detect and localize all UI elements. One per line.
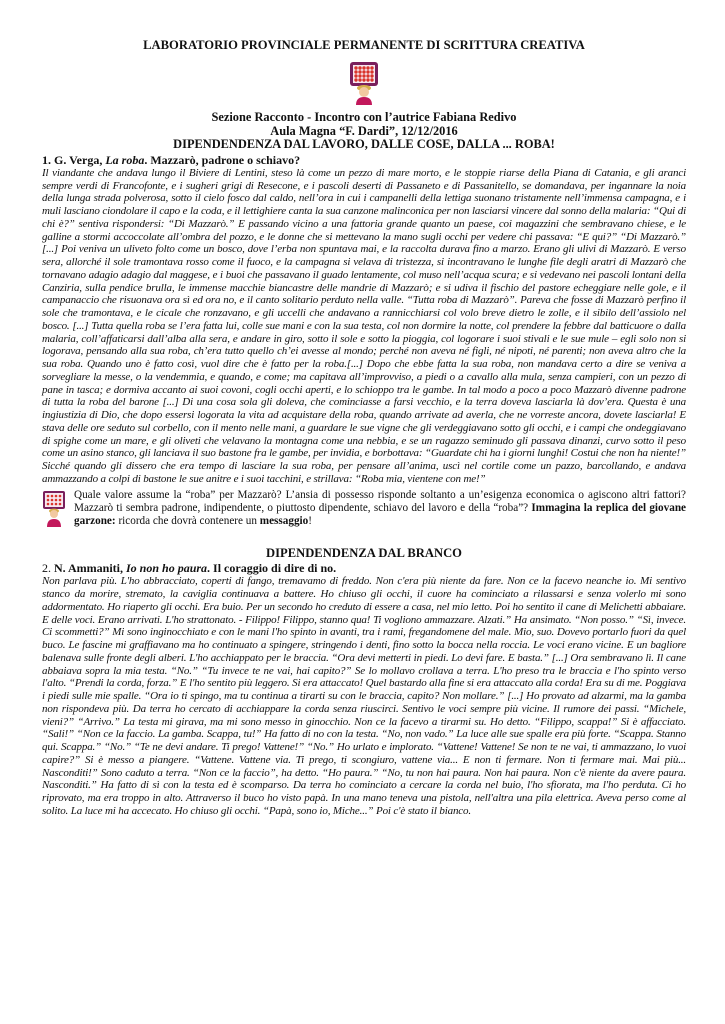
item1-text: Il viandante che andava lungo il Biviere di Lentini, steso là come un pezzo di mare morto, e le stoppie riarse della Piana di Catania, e gli aranci sempre verdi di Francofonte, e i sugheri grigi di Resecone, e i pascoli deserti di Passaneto e di Passanitello, se domandava, per ingannare la noia della lunga strada polverosa, sotto il cielo fosco dal caldo, nell’ora in cui i campanelli della lettiga suonano tristamente nell’immensa campagna, e i muli lasciano ciondolare il capo e la coda, e il lettighiere canta la sua canzone malinconica per non lasciarsi vincere dal sonno della malaria: “Qui di chi è?” sentiva rispondersi: “Di Mazzarò.” E passando vicino a una fattoria grande quanto un paese, coi magazzini che sembravano chiese, e le galline a stormi accoccolate all’ombra del pozzo, e le donne che si mettevano la mano sugli occhi per vedere chi passava: “E qui?” “Di Mazzarò.” [...] Poi veniva un uliveto folto come un bosco, dove l’erba non spuntava mai, e la raccolta durava fino a marzo. Erano gli ulivi di Mazzarò. E verso sera, allorché il sole tramontava rosso come il fuoco, e la campagna si velava di tristezza, si incontravano le lunghe file degli aratri di Mazzarò che tornavano adagio adagio dal maggese, e i buoi che passavano il guado lentamente, col muso nell’acqua scura; e si vedevano nei pascoli lontani della Canziria, sulla pendice brulla, le immense macchie biancastre delle mandrie di Mazzarò; e si udiva il fischio del pastore echeggiare nelle gole, e il campanaccio che risuonava ora sì ed ora no, e il canto solitario perduto nella valle. “Tutta roba di Mazzarò”. Pareva che fosse di Mazzarò perfino il sole che tramontava, e le cicale che ronzavano, e gli uccelli che andavano a rannicchiarsi col volo breve dietro le zolle, e il sibilo dell’assiolo nel bosco. [...] Tutta quella roba se l’era fatta lui, colle sue mani e con la sua testa, col non dormire la notte, col prendere la febbre dal batticuore o dalla malaria, coll’affaticarsi dall’alba alla sera, e andare in giro, sotto il sole e sotto la pioggia, col logorare i suoi stivali e le sue mule – egli solo non si logorava, pensando alla sua roba, ch’era tutto quello ch’ei avesse al mondo; perché non aveva né figli, né nipoti, né parenti; non aveva altro che la sua roba. Quando uno è fatto così, vuol dire che è fatto per la roba.[...] Dopo che ebbe fatta la sua roba, non mandava certo a dire se veniva a sorvegliare la messe, o la vendemmia, e quando, e come; ma capitava all’improvviso, a piedi o a cavallo alla mula, senza campieri, con un pezzo di pane in tasca; e dormiva accanto ai suoi covoni, cogli occhi aperti, e lo schioppo tra le gambe. In tal modo a poco a poco Mazzarò divenne padrone di tutta la roba del barone [...] Di una cosa sola gli doleva, che cominciasse a farsi vecchio, e la terra doveva lasciarla là dov’era. Questa è una ingiustizia di Dio, che dopo essersi logorata la vita ad acquistare della roba, quando arrivate ad averla, che ne vorreste ancora, dovete lasciarla! E stava delle ore seduto sul corbello, con il mento nelle mani, a guardare le sue vigne che gli verdeggiavano sotto gli occhi, e i campi che ondeggiavano di spighe come un mare, e gli oliveti che velavano la montagna come una nebbia, e se un ragazzo seminudo gli passava dinanzi, curvo sotto il peso come un asino stanco, gli lanciava il suo bastone fra le gambe, per invidia, e borbottava: “Guardate chi ha i giorni lunghi! Costui che non ha niente!” Sicché quando gli dissero che era tempo di lasciare la sua roba, per pensare all’anima, uscì nel cortile come un pazzo, barcollando, e andava ammazzando a colpi di bastone le sue anitre e i suoi tacchini, e strillava: “Roba mia, vientene con me!” [42,166,686,485]
item1-work: La roba [105,152,145,167]
question1-text [74,489,686,529]
lab-title: LABORATORIO PROVINCIALE PERMANENTE DI SCRITTURA CREATIVA [143,38,585,52]
section-line: Sezione Racconto - Incontro con l’autrice Fabiana Redivo [211,110,517,124]
question1-prompt-end: ! [308,515,312,528]
question1-prompt-word: messaggio [259,515,309,528]
abacus-mascot-icon [347,61,381,105]
section2-title: DIPENDENDENZA DAL BRANCO [266,545,462,560]
section-spacer [42,529,686,547]
theme-line: DIPENDENDENZA DAL LAVORO, DALLE COSE, DALLA ... ROBA! [173,137,555,152]
item2-title [42,562,686,575]
item2-work: Io non ho paura [126,561,208,576]
item1-title [42,154,686,167]
item1-number: 1. G. Verga, [42,152,103,167]
question1-block [42,489,686,529]
abacus-mascot-icon [42,491,66,527]
question1-prompt: Immagina la replica del giovane garzone: [74,501,687,528]
question1-question: Quale valore assume la “roba” per Mazzarò? L’ansia di possesso risponde soltanto a un’esigenza economica o agiscono altri fattori? Mazzarò ti sembra padrone, indipendente, o piuttosto dipendente, schiavo del lavoro e della “roba”? [74,488,686,514]
item2-author: N. Ammaniti, [54,561,123,576]
venue-line: Aula Magna “F. Dardi”, 12/12/2016 [270,123,458,138]
item1-subtitle: . Mazzarò, padrone o schiavo? [144,152,301,167]
item2-text: Non parlava più. L'ho abbracciato, coperti di fango, tremavamo di freddo. Non c'era più niente da fare. Non ce la facevo neanche io. Mi sentivo stanco da morire, stremato, la caviglia continuava a battere. Ho chiuso gli occhi, il cuore ha cominciato a rilassarsi e senza volerlo mi sono addormentato. Ho riaperto gli occhi. Era buio. Per un secondo ho creduto di essere a casa, nel mio letto. Poi ho sentito il cane di Melichetti abbaiare. E delle voci. Erano arrivati. L'ho strattonato. - Filippo! Filippo, stanno qua! Ti vogliono ammazzare. Alzati.” Ha ansimato. “Non posso.” “Sì, invece. Ci scommetti?” Mi sono inginocchiato e con le mani l'ho spinto in avanti, tra i rami, fregandomene del male. Mio, suo. Dovevo portarlo fuori da quel buco. Le fascine mi graffiavano ma ho continuato a spingere, stringendo i denti, fino sotto la bocca nella roccia. Le voci erano vicine. E un bagliore balenava sulle fronte degli alberi. L'ho acchiappato per le braccia. “Ora devi metterti in piedi. Lo devi fare. E basta.” [...] Ora sembravano lì. Il cane abbaiava sopra la mia testa. “No.” “Tu invece te ne vai, hai capito?” Se lo mollavo crollava a terra. L'ho preso tra le braccia e l'ho spinto verso l'alto. “Prendi la corda, forza.” E l'ho sentito più leggero. Si era attaccato! Quel bastardo alla fine si era attaccato alla corda! Era su di me. Poggiava i piedi sulle mie spalle. “Ora io ti spingo, ma tu continua a tirarti su con le braccia, capito? Non mollare.” [...] Ho provato ad alzarmi, ma la gamba non rispondeva più. Da terra ho cercato di acchiappare la corda senza riuscirci. Sentivo le voci sempre più vicine. Il rumore dei passi. “Michele, vieni?” “Arrivo.” La testa mi girava, ma mi sono messo in ginocchio. Non ce la facevo a tirarmi su. Ho detto. “Filippo, scappa!” Si è affacciato. “Sali!” “Non ce la faccio. La gamba. Scappa, tu!” Ha fatto di no con la testa. “No, non vado.” La luce alle sue spalle era più forte. “Scappa. Stanno qui. Scappa.” “No.” “Te ne devi andare. Ti prego! Vattene!” “No.” Ho urlato e implorato. “Vattene! Vattene! Se non te ne vai, ti ammazzano, lo vuoi capire?” Si è messo a piangere. “Vattene. Vattene via. Ti prego, ti scongiuro, vattene via... E non ti fermare. Non ti fermare mai. Mai più... Nasconditi!” Sono caduto a terra. “Non ce la faccio”, ha detto. “Ho paura.” “No, tu non hai paura. Non hai paura. Non c'è niente da avere paura. Nasconditi.” Ha fatto di sì con la testa ed è scomparso. Da terra ho cominciato a cercare la corda nel buio, l'ho sfiorata, ma l'ho perduta. Ci ho riprovato, ma era troppo in alto. Attraverso il buco ho visto papà. In una mano teneva una pistola, nell'altra una pila elettrica. Aveva perso come al solito. La luce mi ha accecato. Ho chiuso gli occhi. “Papà, sono io, Miche...” Poi c'è stato il bianco. [42,575,686,817]
document-page [42,38,686,818]
item2-subtitle: . Il coraggio di dire di no. [207,561,337,576]
question1-prompt-rest: ricorda che dovrà contenere un [115,515,260,528]
item2-number: 2. [42,561,54,576]
